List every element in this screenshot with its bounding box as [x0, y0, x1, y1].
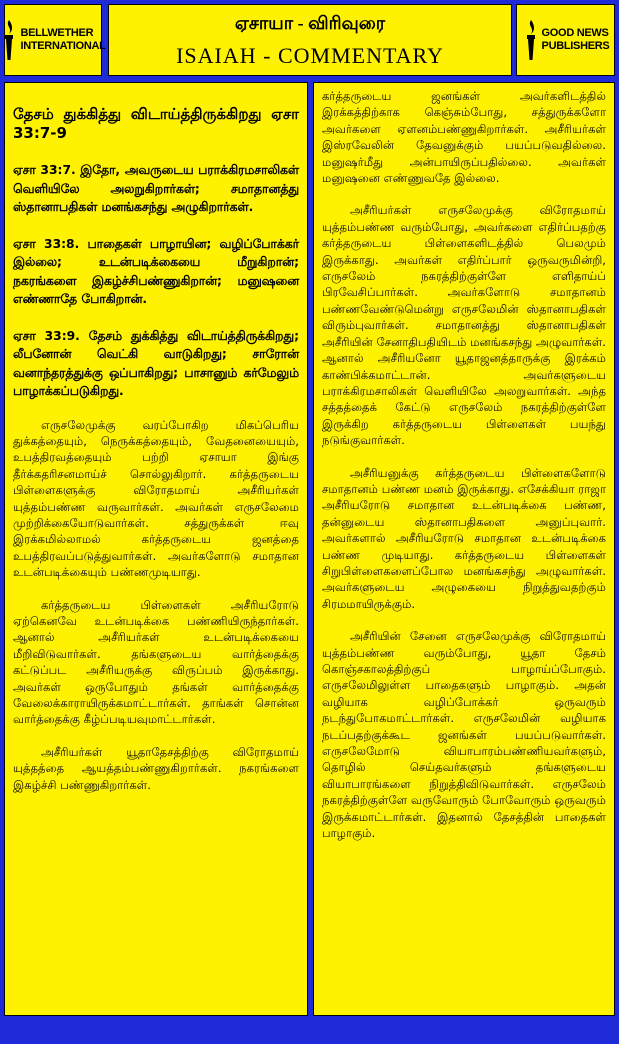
left-column	[4, 82, 308, 1016]
right-column	[313, 82, 615, 1016]
commentary-paragraph: அசீரியர்கள் யூதாதேசத்திற்கு விரோதமாய் யுத்தத்தை ஆயத்தம்பண்ணுகிறார்கள். நகரங்களை இகழ்ச்சி பண்ணுகிறார்கள்.	[13, 744, 299, 792]
title-box	[108, 4, 512, 76]
verse-33-9: ஏசா 33:9. தேசம் துக்கித்து விடாய்த்திருக்கிறது; லீபனோன் வெட்கி வாடுகிறது; சாரோன் வனாந்தரத்துக்கு ஒப்பாகிறது; பாசானும் கர்மேலும் பாழாக்கப்படுகிறது.	[13, 328, 299, 398]
torch-icon	[0, 18, 18, 62]
title-english: ISAIAH - COMMENTARY	[176, 43, 444, 68]
bellwether-logo	[5, 5, 106, 75]
title-tamil: ஏசாயா - விரிவுரை	[234, 13, 386, 33]
torch-icon	[522, 18, 540, 62]
commentary-paragraph: எருசலேமுக்கு வரப்போகிற மிகப்பெரிய துக்கத்தையும், நெருக்கத்தையும், வேதனையையும், உபத்திரவத்தையும் பற்றி ஏசாயா இங்கு தீர்க்கதரிசனமாய்ச் சொல்லுகிறார். கர்த்தருடைய பிள்ளைகளுக்கு விரோதமாய் அசீரியர்கள் யுத்தம்பண்ண வருவார்கள். அவர்கள் எருசலேமை முற்றிக்கையோடுவார்கள். சத்துருக்கள் ஈவு இரக்கமில்லாமல் கர்த்தருடைய ஜனத்தை உபத்திரவப்படுத்துவார்கள். அவர்களோடு சமாதான உடன்படிக்கையும் பண்ணமுடியாது.	[13, 417, 299, 580]
good-news-logo-box	[516, 4, 615, 76]
commentary-paragraph: கர்த்தருடைய பிள்ளைகள் அசீரியரோடு ஏற்கெனவே உடன்படிக்கை பண்ணியிருந்தார்கள். ஆனால் அசீரியர்கள் உடன்படிக்கையை மீறிவிடுவார்கள். தங்களுடைய வார்த்தைக்கு கட்டுப்பட அசீரியருக்கு விருப்பம் இருக்காது. அவர்கள் ஒருபோதும் தங்கள் வார்த்தைக்கு வேலைக்காராயிருக்கமாட்டார்கள். தாங்கள் சொன்ன வார்த்தைக்கு கீழ்ப்படியவுமாட்டார்கள்.	[13, 597, 299, 727]
section-heading: தேசம் துக்கித்து விடாய்த்திருக்கிறது ஏசா 33:7-9	[13, 105, 299, 142]
logo-right-line1: GOOD NEWS	[541, 27, 609, 39]
commentary-paragraph: அசீரியர்கள் எருசலேமுக்கு விரோதமாய் யுத்தம்பண்ண வரும்போது, அவர்களை எதிர்ப்பதற்கு கர்த்தருடைய பிள்ளைகளிடத்தில் பெலமும் இருக்காது. அவர்கள் எதிர்ப்பார் ஒருவருமின்றி, எருசலேம் நகரத்திற்குள்ளே எளிதாய்ப் பிரவேசிப்பார்கள். அவர்களோடு சமாதானம் பண்ணவேண்டுமென்று எருசலேமின் ஸ்தானாபதிகள் விரும்புவார்கள். சமாதானத்து ஸ்தானாபதிகள் அசீரியின் சேனாதிபதியிடம் மனங்கசந்து அழுவார்கள். ஆனால் அசீரியனோ யூதாஜனத்தாருக்கு இரக்கம் காண்பிக்கமாட்டான். அவர்களுடைய பராக்கிரமசாலிகள் வெளியிலே அலறுவார்கள். அந்த சத்தத்தைக் கேட்டு எருசலேம் நகரத்திற்குள்ளே இருக்கிற கர்த்தருடைய பிள்ளைகள் பயந்து நடுங்குவார்கள்.	[322, 203, 606, 448]
good-news-logo	[517, 5, 614, 75]
logo-right-line2: PUBLISHERS	[541, 40, 610, 52]
verse-33-8: ஏசா 33:8. பாதைகள் பாழாயின; வழிப்போக்கர் இல்லை; உடன்படிக்கையை மீறுகிறான்; நகரங்களை இகழ்ச்சிபண்ணுகிறான்; மனுஷனை எண்ணாதே போகிறான்.	[13, 236, 299, 306]
commentary-paragraph: கர்த்தருடைய ஜனங்கள் அவர்களிடத்தில் இரக்கத்திற்காக கெஞ்சும்போது, சத்துருக்களோ அவர்களை ஏளனம்பண்ணுகிறார்கள். அசீரியர்கள் இஸ்ரவேலின் தேவனுக்கும் பயப்படுவதில்லை. மனுஷர்மீது அன்பாயிருப்பதில்லை. அவர்கள் மனுஷனை எண்ணுவதே இல்லை.	[322, 89, 606, 186]
commentary-paragraph: அசீரியின் சேனை எருசலேமுக்கு விரோதமாய் யுத்தம்பண்ண வரும்போது, யூதா தேசம் கொஞ்சகாலத்திற்குப் பாழாய்ப்போகும். எருசலேமிலுள்ள பாதைகளும் பாழாகும். அதன் வழியாக வழிப்போக்கர் ஒருவரும் நடந்துபோகமாட்டார்கள். எருசலேமின் வழியாக நடப்பதற்குக்கூட ஜனங்கள் பயப்படுவார்கள். எருசலேமோடு வியாபாரம்பண்ணியவர்களும், தொழில் செய்தவர்களும் தங்களுடைய வியாபாரங்களை நிறுத்திவிடுவார்கள். எருசலேம் நகரத்திற்குள்ளே வருவோரும் போவோரும் ஒருவரும் இருக்கமாட்டார்கள். இதனால் தேசத்தின் பாதைகள் பாழாகும்.	[322, 629, 606, 841]
bellwether-logo-box	[4, 4, 106, 76]
commentary-paragraph: அசீரியனுக்கு கர்த்தருடைய பிள்ளைகளோடு சமாதானம் பண்ண மனம் இருக்காது. எசேக்கியா ராஜா அசீரியரோடு சமாதான உடன்படிக்கை பண்ண, தன்னுடைய ஸ்தானாபதிகளை அனுப்புவார். அவர்களால் அசீரியரோடு சமாதான உடன்படிக்கை பண்ண முடியாது. கர்த்தருடைய பிள்ளைகள் சிறுபிள்ளைகளைப்போல மனங்கசந்து அழுவார்கள். அவர்களுடைய அழுகையை நிறுத்துவதற்கும் சிரமமாயிருக்கும்.	[322, 465, 606, 611]
verse-33-7: ஏசா 33:7. இதோ, அவருடைய பராக்கிரமசாலிகள் வெளியிலே அலறுகிறார்கள்; சமாதானத்து ஸ்தானாபதிகள் மனங்கசந்து அழுகிறார்கள்.	[13, 163, 299, 214]
logo-left-line1: BELLWETHER	[20, 27, 94, 39]
logo-left-line2: INTERNATIONAL	[20, 40, 106, 52]
